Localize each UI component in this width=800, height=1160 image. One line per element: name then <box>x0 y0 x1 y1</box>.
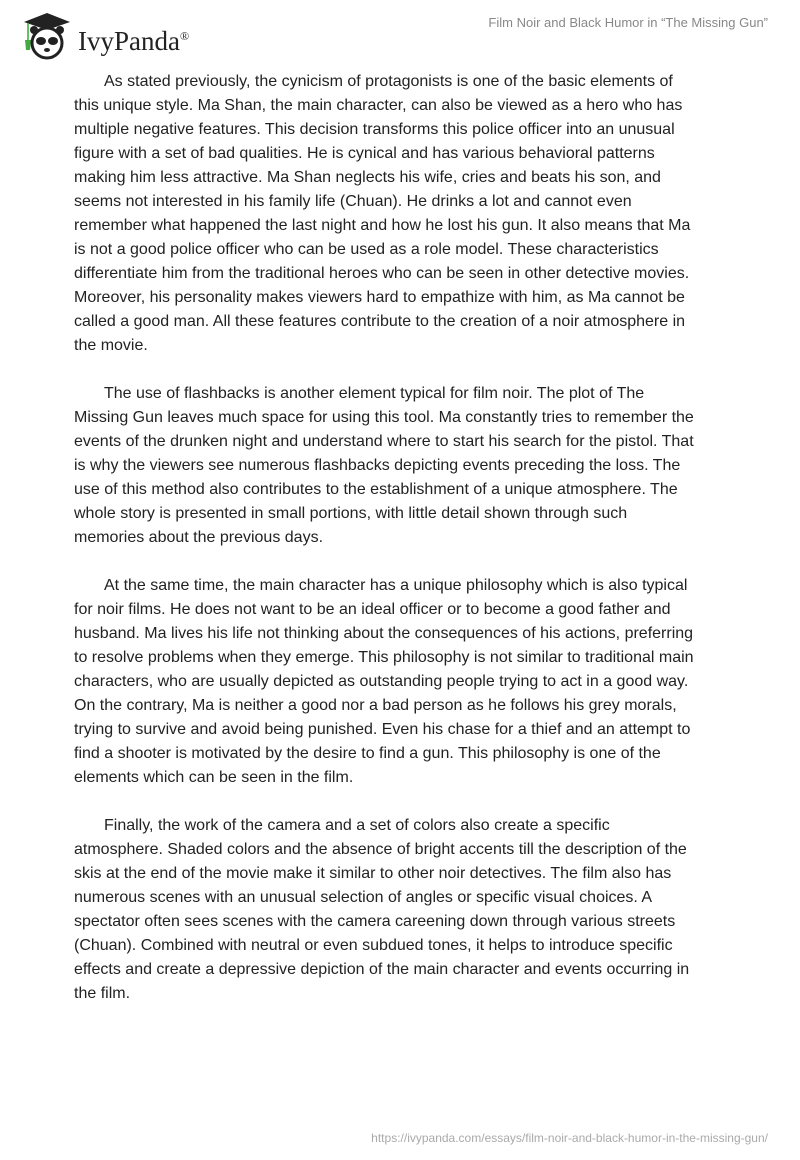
text-line: husband. Ma lives his life not thinking about the consequences of his actions, preferring <box>74 625 694 642</box>
text-line: the movie. <box>74 337 148 354</box>
essay-paragraph <box>74 814 734 1006</box>
text-line: seems not interested in his family life (Chuan). He drinks a lot and cannot even <box>74 193 632 210</box>
text-line: skis at the end of the movie make it similar to other noir detectives. The film also has <box>74 865 672 882</box>
essay-paragraph <box>74 70 734 358</box>
essay-body <box>74 70 734 1030</box>
text-line: numerous scenes with an unusual selection of angles or specific visual choices. A <box>74 889 653 906</box>
text-line: is not a good police officer who can be used as a role model. These characteristics <box>74 241 659 258</box>
text-line: elements which can be seen in the film. <box>74 769 354 786</box>
text-line: Moreover, his personality makes viewers hard to empathize with him, as Ma cannot be <box>74 289 685 306</box>
source-url[interactable]: https://ivypanda.com/essays/film-noir-and-black-humor-in-the-missing-gun/ <box>371 1131 768 1145</box>
text-line: The use of flashbacks is another element typical for film noir. The plot of The <box>104 385 645 402</box>
text-line: memories about the previous days. <box>74 529 324 546</box>
document-title: Film Noir and Black Humor in “The Missing Gun” <box>488 15 768 30</box>
text-line: whole story is presented in small portions, with little detail shown through such <box>74 505 628 522</box>
essay-paragraph <box>74 382 734 550</box>
logo-text: IvyPanda <box>78 25 180 56</box>
text-line: remember what happened the last night and how he lost his gun. It also means that Ma <box>74 217 691 234</box>
text-line: On the contrary, Ma is neither a good nor a bad person as he follows his grey morals, <box>74 697 677 714</box>
essay-paragraph <box>74 574 734 790</box>
ivypanda-logo[interactable] <box>20 10 189 60</box>
panda-graduate-icon <box>20 10 74 60</box>
text-line: the film. <box>74 985 131 1002</box>
text-line: multiple negative features. This decision transforms this police officer into an unusual <box>74 121 675 138</box>
text-line: As stated previously, the cynicism of protagonists is one of the basic elements of <box>104 73 673 90</box>
registered-mark: ® <box>179 28 190 43</box>
text-line: to resolve problems when they emerge. This philosophy is not similar to traditional main <box>74 649 694 666</box>
text-line: find a shooter is motivated by the desire to find a gun. This philosophy is one of the <box>74 745 661 762</box>
text-line: is why the viewers see numerous flashbacks depicting events preceding the loss. The <box>74 457 681 474</box>
text-line: differentiate him from the traditional heroes who can be seen in other detective movies. <box>74 265 690 282</box>
text-line: atmosphere. Shaded colors and the absence of bright accents till the description of the <box>74 841 687 858</box>
text-line: Finally, the work of the camera and a set of colors also create a specific <box>104 817 610 834</box>
text-line: use of this method also contributes to the establishment of a unique atmosphere. The <box>74 481 678 498</box>
text-line: spectator often sees scenes with the camera careening down through various streets <box>74 913 676 930</box>
text-line: characters, who are usually depicted as outstanding people trying to act in a good way. <box>74 673 689 690</box>
text-line: for noir films. He does not want to be an ideal officer or to become a good father and <box>74 601 671 618</box>
text-line: (Chuan). Combined with neutral or even subdued tones, it helps to introduce specific <box>74 937 673 954</box>
text-line: events of the drunken night and understand where to start his search for the pistol. That <box>74 433 694 450</box>
text-line: called a good man. All these features contribute to the creation of a noir atmosphere in <box>74 313 686 330</box>
text-line: figure with a set of bad qualities. He is cynical and has various behavioral patterns <box>74 145 655 162</box>
text-line: trying to survive and avoid being punished. Even his chase for a thief and an attempt to <box>74 721 691 738</box>
text-line: this unique style. Ma Shan, the main character, can also be viewed as a hero who has <box>74 97 683 114</box>
text-line: Missing Gun leaves much space for using this tool. Ma constantly tries to remember the <box>74 409 694 426</box>
text-line: making him less attractive. Ma Shan neglects his wife, cries and beats his son, and <box>74 169 661 186</box>
text-line: effects and create a depressive depiction of the main character and events occurring in <box>74 961 690 978</box>
text-line: At the same time, the main character has a unique philosophy which is also typical <box>104 577 688 594</box>
